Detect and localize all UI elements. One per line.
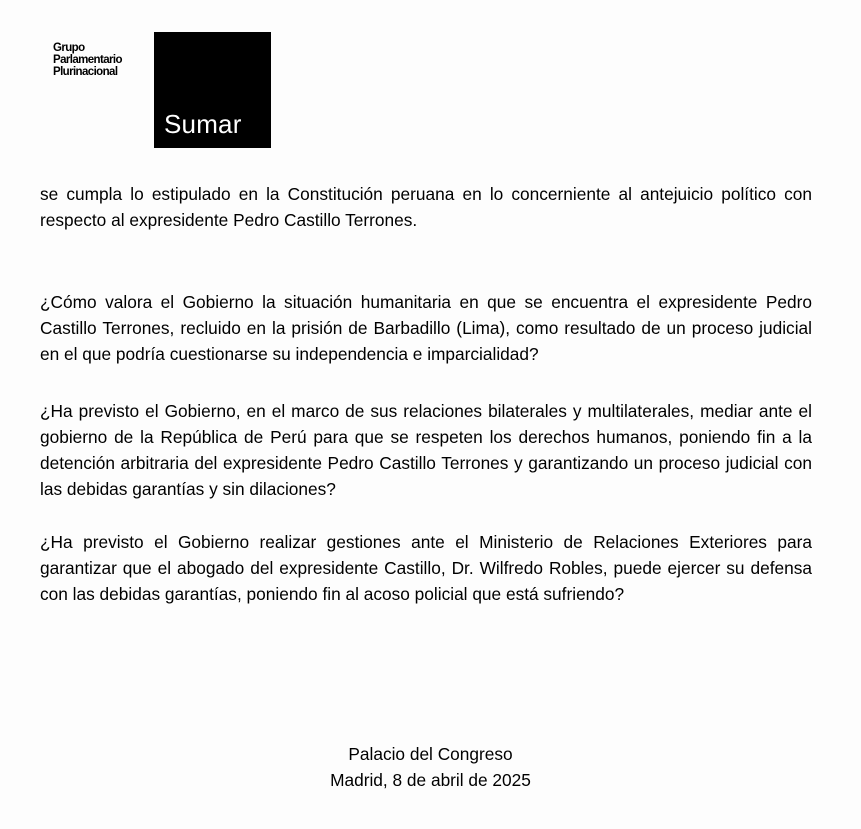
question-mediation: ¿Ha previsto el Gobierno, en el marco de sus relaciones bilaterales y multilaterales, mediar ante el gobierno de la República de Perú para que se respeten los derechos humanos, poniendo fin a la detención arbitraria del expresidente Pedro Castillo Terrones y garantizando un proceso judicial con las debidas garantías y sin dilaciones? (40, 401, 812, 499)
question-humanitarian-situation: ¿Cómo valora el Gobierno la situación humanitaria en que se encuentra el expresidente Pedro Castillo Terrones, recluido en la prisión de Barbadillo (Lima), como resultado de un proceso judicial en el que podría cuestionarse su independencia e imparcialidad? (40, 292, 812, 364)
sumar-logo-word: Sumar (164, 109, 242, 139)
sumar-logo (154, 32, 271, 148)
paragraph-antejuicio: se cumpla lo estipulado en la Constitución peruana en lo concerniente al antejuicio político con respecto al expresidente Pedro Castillo Terrones. (40, 184, 812, 230)
party-logo-text (53, 42, 163, 78)
question-lawyer-defense: ¿Ha previsto el Gobierno realizar gestiones ante el Ministerio de Relaciones Exteriores para garantizar que el abogado del expresidente Castillo, Dr. Wilfredo Robles, puede ejercer su defensa con las debidas garantías, poniendo fin al acoso policial que está sufriendo? (40, 532, 812, 604)
closing-place: Palacio del Congreso (348, 744, 513, 764)
closing-date: Madrid, 8 de abril de 2025 (330, 770, 531, 790)
logo-line-plurinacional: Plurinacional (53, 66, 118, 78)
logo-line-parlamentario: Parlamentario (53, 54, 122, 66)
logo-line-grupo: Grupo (53, 42, 85, 54)
